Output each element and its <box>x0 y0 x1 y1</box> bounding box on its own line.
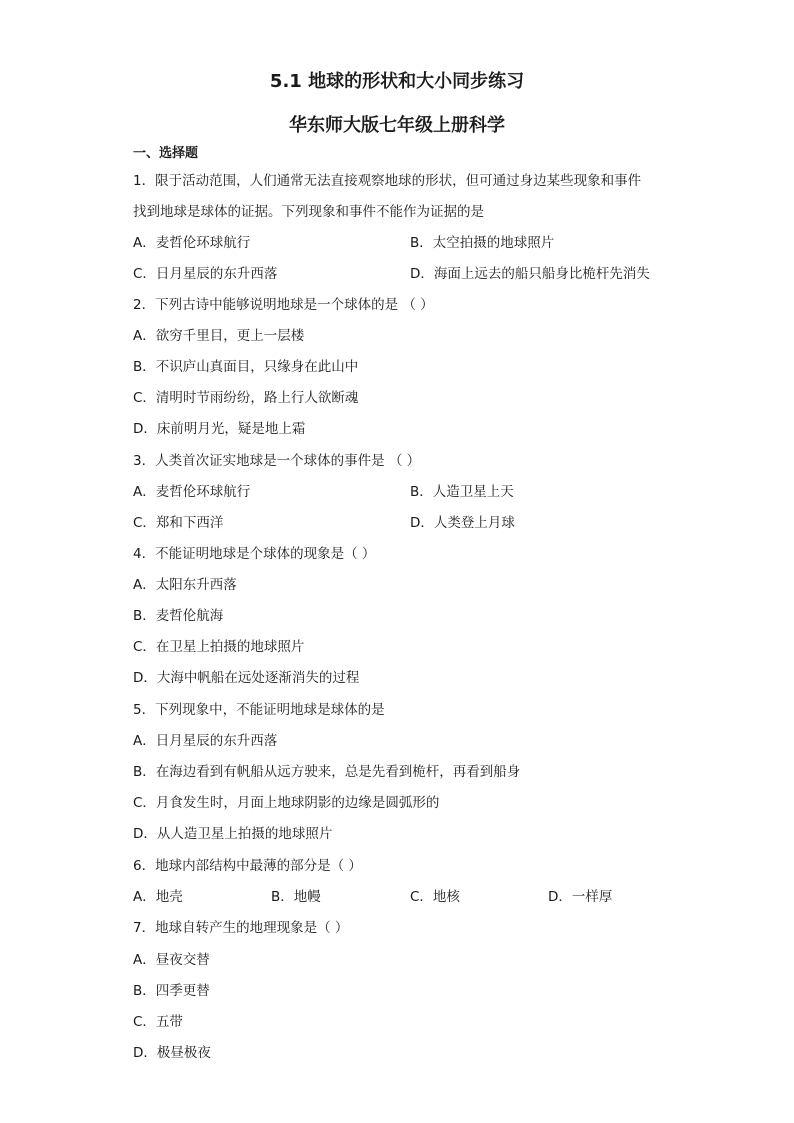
question-7-option-d: D．极昼极夜 <box>133 1045 211 1061</box>
question-3-option-b: B．人造卫星上天 <box>410 484 514 500</box>
page-title: 5.1 地球的形状和大小同步练习 <box>269 71 525 92</box>
question-4-option-c: C．在卫星上拍摄的地球照片 <box>133 639 305 655</box>
question-5-option-d: D．从人造卫星上拍摄的地球照片 <box>133 826 333 842</box>
question-6-option-c: C．地核 <box>410 889 460 905</box>
question-6-option-d: D．一样厚 <box>548 889 613 905</box>
question-2-option-c: C．清明时节雨纷纷，路上行人欲断魂 <box>133 390 359 406</box>
page-subtitle: 华东师大版七年级上册科学 <box>289 115 505 136</box>
question-2-stem: 2．下列古诗中能够说明地球是一个球体的是 （ ） <box>133 297 434 313</box>
question-5-stem: 5．下列现象中，不能证明地球是球体的是 <box>133 702 385 718</box>
question-1-option-a: A．麦哲伦环球航行 <box>133 235 251 251</box>
question-2-option-b: B．不识庐山真面目，只缘身在此山中 <box>133 359 359 375</box>
question-2-option-d: D．床前明月光，疑是地上霜 <box>133 421 306 437</box>
question-7-stem: 7．地球自转产生的地理现象是（ ） <box>133 920 349 936</box>
question-4-option-b: B．麦哲伦航海 <box>133 608 224 624</box>
question-1-option-b: B．太空拍摄的地球照片 <box>410 235 555 251</box>
question-5-option-b: B．在海边看到有帆船从远方驶来，总是先看到桅杆，再看到船身 <box>133 764 521 780</box>
section-heading: 一、选择题 <box>133 146 199 161</box>
question-7-option-c: C．五带 <box>133 1014 183 1030</box>
question-6-stem: 6．地球内部结构中最薄的部分是（ ） <box>133 858 362 874</box>
question-5-option-a: A．日月星辰的东升西落 <box>133 733 278 749</box>
question-1-option-c: C．日月星辰的东升西落 <box>133 266 278 282</box>
question-7-option-b: B．四季更替 <box>133 983 210 999</box>
question-1-stem-line2: 找到地球是球体的证据。下列现象和事件不能作为证据的是 <box>133 204 484 220</box>
question-3-option-a: A．麦哲伦环球航行 <box>133 484 251 500</box>
question-6-option-b: B．地幔 <box>271 889 321 905</box>
question-1-stem-line1: 1．限于活动范围，人们通常无法直接观察地球的形状，但可通过身边某些现象和事件 <box>133 173 642 189</box>
question-5-option-c: C．月食发生时，月面上地球阴影的边缘是圆弧形的 <box>133 795 440 811</box>
question-3-option-c: C．郑和下西洋 <box>133 515 224 531</box>
question-6-option-a: A．地壳 <box>133 889 183 905</box>
question-3-option-d: D．人类登上月球 <box>410 515 515 531</box>
question-4-option-d: D．大海中帆船在远处逐渐消失的过程 <box>133 670 360 686</box>
question-1-option-d: D．海面上远去的船只船身比桅杆先消失 <box>410 266 650 282</box>
question-4-stem: 4．不能证明地球是个球体的现象是（ ） <box>133 546 376 562</box>
question-2-option-a: A．欲穷千里目，更上一层楼 <box>133 328 305 344</box>
question-7-option-a: A．昼夜交替 <box>133 952 210 968</box>
question-4-option-a: A．太阳东升西落 <box>133 577 237 593</box>
question-3-stem: 3．人类首次证实地球是一个球体的事件是 （ ） <box>133 453 421 469</box>
